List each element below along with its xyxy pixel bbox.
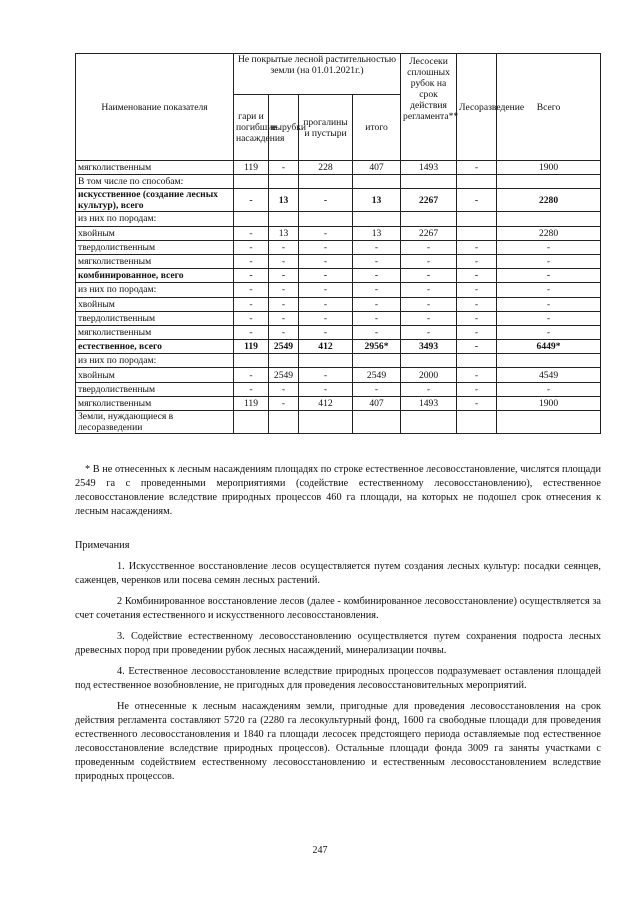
row-cell: - [457,297,497,311]
header-gari: гари и погибшие насаждения [234,95,269,161]
row-cell: 13 [353,189,401,212]
table-row [76,212,601,226]
row-label: из них по породам: [76,354,234,368]
notes-section [75,539,601,784]
notes-title: Примечания [75,540,130,551]
row-cell: - [401,269,457,283]
header-name: Наименование показателя [76,54,234,161]
row-label: из них по породам: [76,283,234,297]
row-cell: 2956* [353,340,401,354]
reforestation-table [75,53,601,434]
row-cell [401,354,457,368]
table-row [76,325,601,339]
row-cell: - [234,368,269,382]
row-cell: - [299,311,353,325]
row-cell: 2280 [497,226,601,240]
row-cell: 6449* [497,340,601,354]
table-row [76,396,601,410]
row-cell: 2549 [269,368,299,382]
row-cell [234,411,269,434]
row-cell: - [269,240,299,254]
footnote-text: * В не отнесенных к лесным насаждениям площадях по строке естественное лесовосстановление, числятся площади 2549 га с проведенными мероприятиями (содействие естественному лесовосстановлению), естественное лесовосстановление вследствие природных процессов 460 га площади, на которых не подошел срок отнесения к лесным насаждениям. [75,464,601,517]
row-label: хвойным [76,368,234,382]
row-label: хвойным [76,297,234,311]
row-cell [299,175,353,189]
note-3: 3. Содействие естественному лесовосстановлению осуществляется путем сохранения подроста лесных древесных пород при проведении рубок лесных насаждений, минерализации почвы. [75,631,601,656]
row-cell: 412 [299,396,353,410]
row-cell: - [353,311,401,325]
row-cell: - [234,269,269,283]
row-cell: - [299,226,353,240]
row-cell: 407 [353,396,401,410]
note-1: 1. Искусственное восстановление лесов осуществляется путем создания лесных культур: посадки сеянцев, саженцев, черенков или посева семян лесных растений. [75,561,601,586]
row-cell: - [299,269,353,283]
row-cell: 119 [234,161,269,175]
row-cell: - [401,240,457,254]
row-label: мягколиственным [76,325,234,339]
row-cell: - [401,311,457,325]
row-cell: - [401,382,457,396]
row-cell: - [234,382,269,396]
row-cell: - [497,297,601,311]
row-cell [234,175,269,189]
row-cell: - [497,240,601,254]
row-cell: 13 [269,226,299,240]
row-cell: - [269,396,299,410]
table-row [76,283,601,297]
row-cell: - [457,240,497,254]
row-label: естественное, всего [76,340,234,354]
table-row [76,354,601,368]
row-cell [457,411,497,434]
table-row [76,368,601,382]
row-label: мягколиственным [76,161,234,175]
table-row [76,297,601,311]
row-cell: - [299,254,353,268]
row-cell [269,411,299,434]
row-cell: - [353,325,401,339]
table-row [76,340,601,354]
header-lesoseki: Лесосеки сплошных рубок на срок действия регламента** [401,54,457,161]
row-label: твердолиственным [76,240,234,254]
row-cell: 3493 [401,340,457,354]
row-cell [457,354,497,368]
header-vsego: Всего [497,54,601,161]
row-cell: - [457,189,497,212]
row-cell [269,354,299,368]
row-cell: - [234,283,269,297]
row-cell [401,411,457,434]
table-row [76,240,601,254]
row-cell [299,354,353,368]
row-cell: - [457,340,497,354]
row-cell: - [269,269,299,283]
table-row [76,382,601,396]
row-cell [299,411,353,434]
row-cell: - [299,325,353,339]
header-progaliny: прогалины и пустыри [299,95,353,161]
row-cell: - [457,254,497,268]
row-label: мягколиственным [76,396,234,410]
table-row [76,269,601,283]
header-lesorazvedenie: Лесоразведение [457,54,497,161]
row-cell: - [234,240,269,254]
row-cell: - [353,297,401,311]
row-cell: - [497,382,601,396]
header-itogo: итого [353,95,401,161]
row-cell: 13 [353,226,401,240]
row-cell: - [299,382,353,396]
row-cell [401,175,457,189]
row-cell: - [234,254,269,268]
row-cell: 1493 [401,396,457,410]
row-cell: - [299,283,353,297]
row-cell: 2000 [401,368,457,382]
row-cell: - [401,297,457,311]
row-cell: - [353,269,401,283]
row-cell: - [353,283,401,297]
row-label: Земли, нуждающиеся в лесоразведении [76,411,234,434]
table-row [76,161,601,175]
row-cell: - [457,161,497,175]
row-label: В том числе по способам: [76,175,234,189]
row-cell [457,175,497,189]
note-2: 2 Комбинированное восстановление лесов (далее - комбинированное лесовосстановление) осуществляется за счет сочетания естественного и искусственного лесовосстановления. [75,596,601,621]
row-cell: - [234,311,269,325]
row-cell: - [299,189,353,212]
row-cell [234,354,269,368]
row-cell [457,212,497,226]
row-label: хвойным [76,226,234,240]
row-cell: 412 [299,340,353,354]
row-cell: - [269,311,299,325]
row-cell: - [401,283,457,297]
table-row [76,254,601,268]
note-5: Не отнесенные к лесным насаждениям земли, пригодные для проведения лесовосстановления на срок действия регламента составляют 5720 га (2280 га лесокультурный фонд, 1600 га свободные площади для проведения естественного лесовосстановления и 1840 га площади лесосек предстоящего периода оставляемые под естественное лесовосстановление вследствие природных процессов). Остальные площади фонда 3009 га заняты участками с проведенным содействием естественному лесовосстановлению и естественным лесовосстановлением вследствие природных процессов. [75,701,601,782]
row-cell: 1900 [497,396,601,410]
table-row [76,226,601,240]
row-cell [269,212,299,226]
row-cell [497,411,601,434]
header-uncovered-group: Не покрытые лесной растительностью земли (на 01.01.2021г.) [234,54,401,95]
row-cell: - [457,396,497,410]
row-cell: - [234,226,269,240]
row-cell: - [457,325,497,339]
row-cell: 228 [299,161,353,175]
row-label: твердолиственным [76,311,234,325]
row-cell [497,354,601,368]
row-cell: 119 [234,340,269,354]
row-cell [234,212,269,226]
row-cell: - [234,297,269,311]
header-vyrubki: вырубки [269,95,299,161]
row-cell [353,175,401,189]
row-cell [353,411,401,434]
row-label: комбинированное, всего [76,269,234,283]
row-cell: - [299,297,353,311]
row-cell: - [269,382,299,396]
row-cell: - [457,283,497,297]
row-cell: - [497,254,601,268]
table-row [76,175,601,189]
row-cell: - [497,325,601,339]
row-cell: 1900 [497,161,601,175]
row-label: мягколиственным [76,254,234,268]
row-cell: 2549 [269,340,299,354]
row-cell: - [269,254,299,268]
row-cell [457,226,497,240]
row-cell: - [353,254,401,268]
table-row [76,311,601,325]
row-cell: - [353,382,401,396]
table-row [76,411,601,434]
row-label: из них по породам: [76,212,234,226]
row-cell: - [269,325,299,339]
row-cell [401,212,457,226]
footnote [75,463,601,519]
row-cell: - [457,311,497,325]
row-cell: 119 [234,396,269,410]
row-cell: - [269,297,299,311]
row-cell: - [299,240,353,254]
row-cell: 1493 [401,161,457,175]
row-cell [497,175,601,189]
row-cell: - [234,325,269,339]
row-cell: - [497,283,601,297]
row-cell: 4549 [497,368,601,382]
row-cell: - [457,382,497,396]
row-cell [269,175,299,189]
table-row [76,189,601,212]
row-cell: 2549 [353,368,401,382]
row-cell: - [299,368,353,382]
row-cell [353,212,401,226]
row-cell: 407 [353,161,401,175]
row-cell: - [497,311,601,325]
row-cell: - [269,161,299,175]
row-cell: - [353,240,401,254]
row-label: искусственное (создание лесных культур), всего [76,189,234,212]
row-label: твердолиственным [76,382,234,396]
row-cell: - [234,189,269,212]
row-cell: - [457,269,497,283]
row-cell: - [497,269,601,283]
row-cell: - [457,368,497,382]
row-cell [299,212,353,226]
row-cell: - [269,283,299,297]
row-cell: - [401,254,457,268]
row-cell [497,212,601,226]
row-cell: 13 [269,189,299,212]
row-cell: - [401,325,457,339]
note-4: 4. Естественное лесовосстановление вследствие природных процессов подразумевает оставления площадей под естественное возобновление, не пригодных для проведения лесовосстановительных мероприятий. [75,666,601,691]
row-cell: 2267 [401,226,457,240]
row-cell: 2280 [497,189,601,212]
row-cell: 2267 [401,189,457,212]
row-cell [353,354,401,368]
table-body [76,161,601,434]
page-number: 247 [312,845,328,856]
